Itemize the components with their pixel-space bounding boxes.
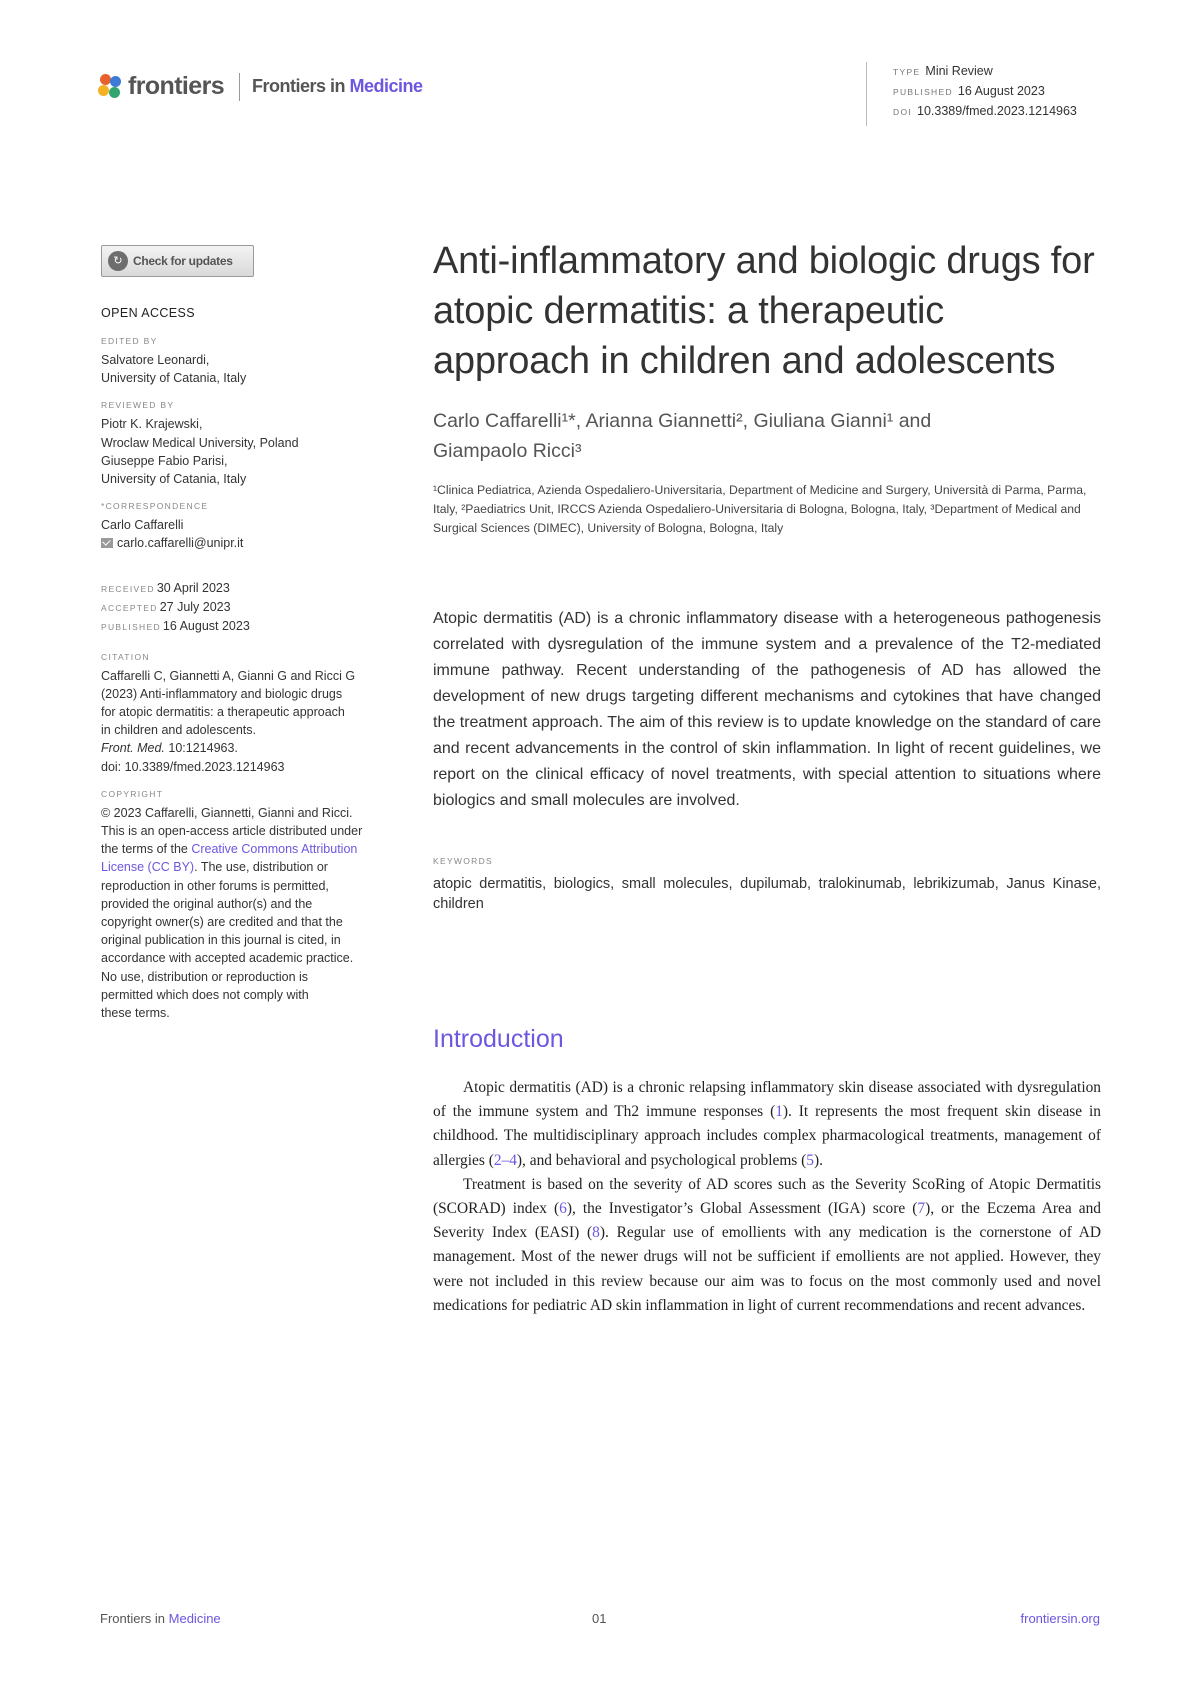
page-number: 01: [592, 1611, 607, 1626]
frontiers-logo[interactable]: [98, 72, 423, 101]
ref-link[interactable]: 7: [917, 1200, 926, 1218]
article-title: Anti-inflammatory and biologic drugs for atopic dermatitis: a therapeutic approach in children and adolescents: [433, 240, 1095, 382]
author-list: Carlo Caffarelli¹*, Arianna Giannetti², Giuliana Gianni¹ and Giampaolo Ricci³: [433, 410, 932, 462]
frontiers-logo-icon: [98, 73, 124, 101]
logo-divider: [239, 73, 240, 101]
check-for-updates-button[interactable]: ↻ Check for updates: [101, 245, 254, 277]
article-dates: RECEIVED 30 April 2023 ACCEPTED 27 July 2023 PUBLISHED 16 August 2023: [101, 580, 250, 634]
citation: CITATION Caffarelli C, Giannetti A, Gianni G and Ricci G (2023) Anti-inflammatory and biologic drugs for atopic dermatitis: a therapeutic approach in children and adolescents. Front. Med. 10:1214963. doi: 10.3389/fmed.2023.1214963: [101, 651, 356, 774]
ref-link[interactable]: 6: [559, 1200, 567, 1218]
refresh-icon: ↻: [108, 251, 128, 271]
reviewed-by: REVIEWED BY Piotr K. Krajewski, Wroclaw Medical University, Poland Giuseppe Fabio Parisi, University of Catania, Italy: [101, 400, 299, 487]
meta-type: TYPE Mini Review: [893, 64, 993, 78]
edited-by: EDITED BY Salvatore Leonardi, University of Catania, Italy: [101, 336, 247, 386]
article-meta: [866, 62, 1077, 126]
logo-wordmark: frontiers: [128, 72, 225, 100]
paragraph-1: Atopic dermatitis (AD) is a chronic relapsing inflammatory skin disease associated with dysregulation of the immune system and Th2 immune responses (1). It represents the most frequent skin disease in childhood. The multidisciplinary approach includes complex pharmacological treatments, management of allergies (2–4), and behavioral and psychological problems (5).: [433, 1079, 1101, 1169]
article-main: [433, 236, 1101, 1318]
correspondence-email[interactable]: carlo.caffarelli@unipr.it: [101, 534, 411, 552]
section-title-introduction: Introduction: [433, 1025, 564, 1053]
ref-link[interactable]: 5: [806, 1151, 814, 1169]
footer-journal: Frontiers in Medicine: [100, 1611, 221, 1626]
keywords: atopic dermatitis, biologics, small molecules, dupilumab, tralokinumab, lebrikizumab, Janus Kinase, children: [433, 876, 1101, 912]
ref-link[interactable]: 8: [592, 1224, 600, 1242]
sidebar: [101, 245, 411, 1034]
paragraph-2: Treatment is based on the severity of AD scores such as the Severity ScoRing of Atopic Dermatitis (SCORAD) index (6), the Investigator’s Global Assessment (IGA) score (7), or the Eczema Area and Severity Index (EASI) (8). Regular use of emollients with any medication is the cornerstone of AD management. Most of the newer drugs will not be sufficient if emollients are not applied. However, they were not included in this review because our aim was to focus on the most commonly used and novel medications for pediatric AD skin inflammation in light of current recommendations and recent advances.: [433, 1175, 1101, 1314]
affiliations: ¹Clinica Pediatrica, Azienda Ospedaliero-Universitaria, Department of Medicine and Surgery, Università di Parma, Parma, Italy, ²Paediatrics Unit, IRCCS Azienda Ospedaliero-Universitaria di Bologna, Bologna, Italy, ³Department of Medical and Surgical Sciences (DIMEC), University of Bologna, Bologna, Italy: [433, 483, 1087, 535]
email-icon: [101, 538, 113, 548]
copyright: COPYRIGHT © 2023 Caffarelli, Giannetti, Gianni and Ricci. This is an open-access article distributed under the terms of the Creative Commons Attribution License (CC BY). The use, distribution or reproduction in other forums is permitted, provided the original author(s) and the copyright owner(s) are credited and that the original publication in this journal is cited, in accordance with accepted academic practice. No use, distribution or reproduction is permitted which does not comply with these terms.: [101, 788, 363, 1020]
ref-link[interactable]: 1: [775, 1103, 783, 1121]
journal-name: Frontiers in Medicine: [252, 76, 423, 96]
ref-link[interactable]: 2–4: [493, 1151, 517, 1169]
introduction-body: [433, 1076, 1101, 1318]
license-link[interactable]: Creative Commons Attribution: [191, 842, 358, 857]
meta-published: PUBLISHED 16 August 2023: [893, 84, 1045, 98]
meta-doi: DOI 10.3389/fmed.2023.1214963: [893, 104, 1077, 118]
keywords-label: KEYWORDS: [433, 856, 493, 866]
license-link-cont[interactable]: License (CC BY): [101, 860, 195, 875]
correspondence: *CORRESPONDENCE Carlo Caffarelli carlo.caffarelli@unipr.it: [101, 500, 411, 552]
footer-site-link[interactable]: frontiersin.org: [1020, 1611, 1100, 1626]
open-access-label: OPEN ACCESS: [101, 306, 196, 320]
abstract: Atopic dermatitis (AD) is a chronic inflammatory disease with a heterogeneous pathogenesis correlated with dysregulation of the immune system and a prevalence of the T2-mediated immune pathway. Recent understanding of the pathogenesis of AD has allowed the development of new drugs targeting different mechanisms and cytokines that have changed the treatment approach. The aim of this review is to update knowledge on the standard of care and recent advancements in the control of skin inflammation. In light of recent guidelines, we report on the clinical efficacy of novel treatments, with special attention to situations where biologics and small molecules are involved.: [433, 610, 1101, 809]
